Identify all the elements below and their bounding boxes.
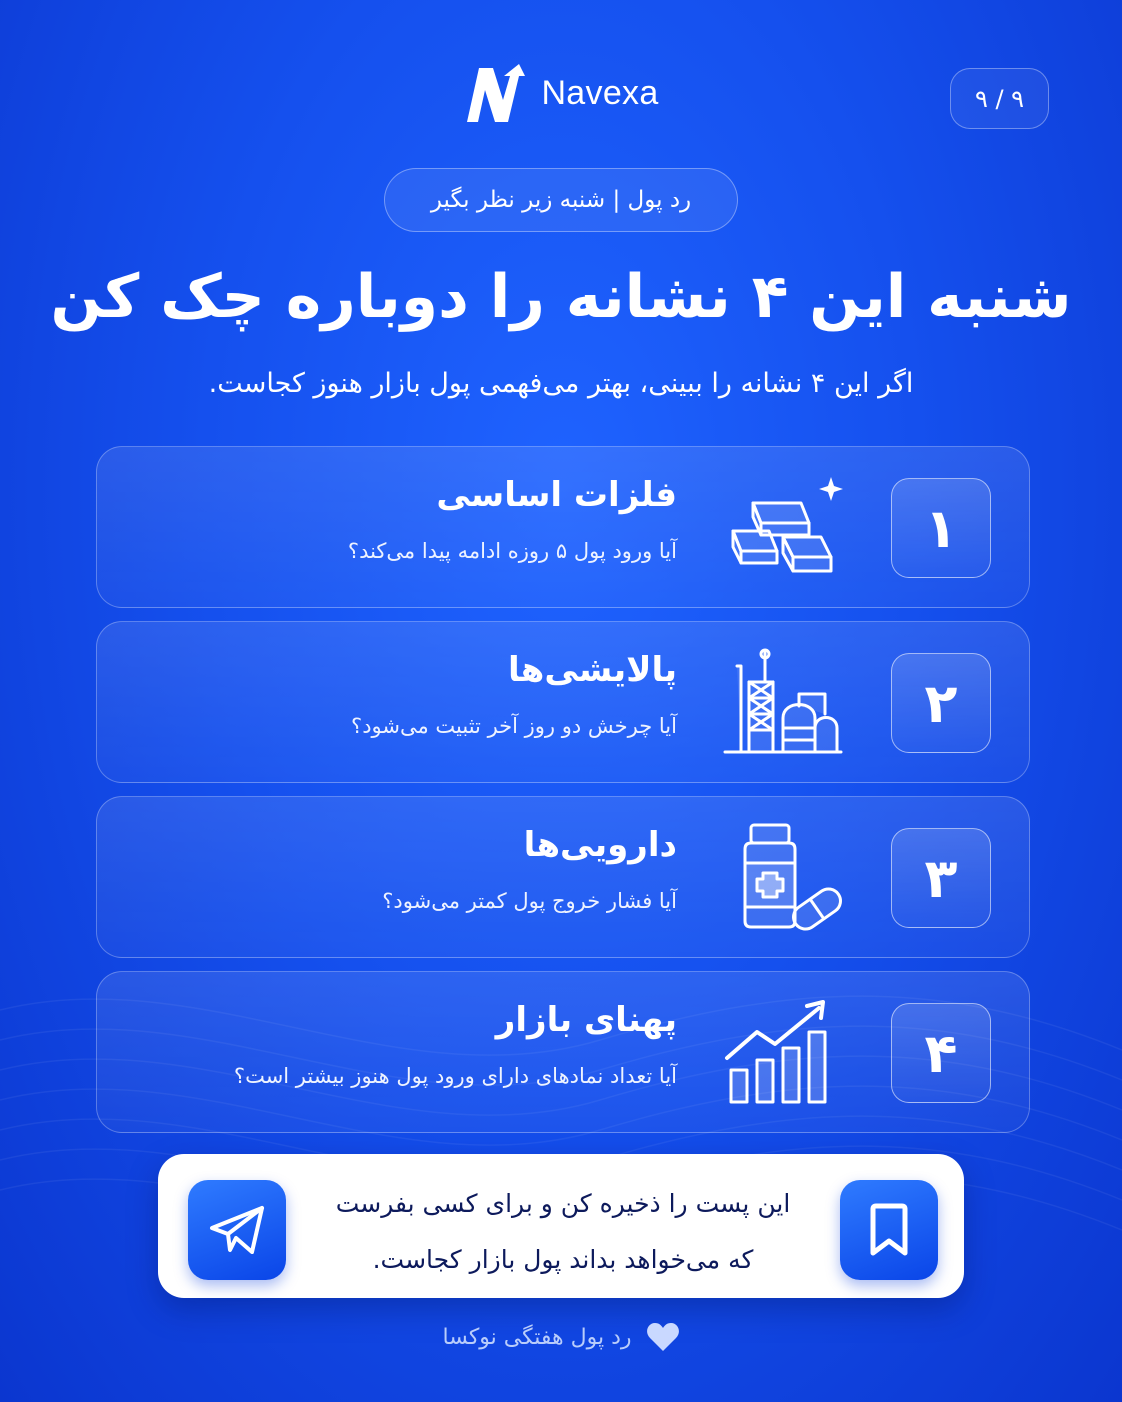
navexa-logo-icon (463, 62, 529, 124)
signal-card-2 (96, 621, 1030, 783)
card-description: آیا فشار خروج پول کمتر می‌شود؟ (382, 889, 677, 913)
heart-icon (646, 1322, 680, 1352)
refinery-icon (719, 648, 844, 760)
card-number: ۱ (891, 478, 991, 578)
signal-card-1 (96, 446, 1030, 608)
send-icon (208, 1204, 266, 1256)
save-share-cta (158, 1154, 964, 1298)
page-subtitle: اگر این ۴ نشانه را ببینی، بهتر می‌فهمی پول بازار هنوز کجاست. (208, 368, 914, 399)
card-description: آیا چرخش دو روز آخر تثبیت می‌شود؟ (351, 714, 677, 738)
page-title: شنبه این ۴ نشانه را دوباره چک کن (50, 262, 1072, 332)
signal-card-4 (96, 971, 1030, 1133)
footer-text: رد پول هفتگی نوکسا (442, 1324, 632, 1350)
card-title: دارویی‌ها (523, 825, 677, 865)
medicine-icon (719, 823, 844, 935)
page-counter: ۹ / ۹ (950, 68, 1049, 129)
share-button[interactable] (188, 1180, 286, 1280)
card-number: ۴ (891, 1003, 991, 1103)
card-number: ۳ (891, 828, 991, 928)
cta-line-2: که می‌خواهد بداند پول بازار کجاست. (372, 1245, 754, 1274)
signal-card-3 (96, 796, 1030, 958)
card-title: پهنای بازار (495, 1000, 677, 1040)
card-number: ۲ (891, 653, 991, 753)
card-description: آیا ورود پول ۵ روزه ادامه پیدا می‌کند؟ (347, 539, 677, 563)
card-title: پالایشی‌ها (508, 650, 677, 690)
bookmark-button[interactable] (840, 1180, 938, 1280)
card-title: فلزات اساسی (436, 475, 677, 515)
cta-text (308, 1176, 818, 1288)
growth-chart-icon (719, 998, 844, 1110)
bookmark-icon (867, 1203, 911, 1257)
gold-bars-icon (719, 473, 844, 585)
card-description: آیا تعداد نمادهای دارای ورود پول هنوز بیشتر است؟ (233, 1064, 677, 1088)
cta-line-1: این پست را ذخیره کن و برای کسی بفرست (335, 1189, 791, 1218)
brand-name: Navexa (541, 73, 659, 112)
topic-tag: رد پول | شنبه زیر نظر بگیر (384, 168, 738, 232)
footer (0, 1322, 1122, 1352)
